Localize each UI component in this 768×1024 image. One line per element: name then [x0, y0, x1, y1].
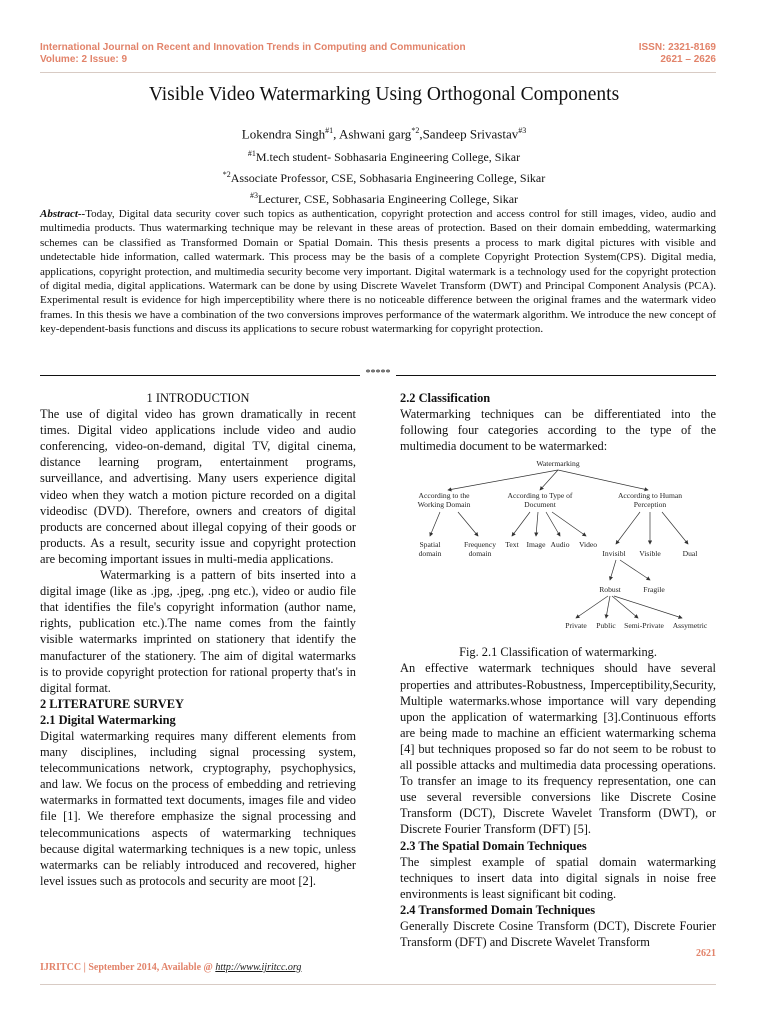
node-robust: Robust	[599, 585, 621, 595]
affiliation-1	[0, 145, 768, 166]
separator-left-rule	[40, 375, 360, 376]
page-footer	[40, 962, 301, 973]
abstract-label: Abstract--	[40, 208, 86, 220]
affiliation-2	[0, 166, 768, 187]
header-rule	[40, 72, 716, 73]
footer-text: IJRITCC | September 2014, Available @	[40, 962, 216, 973]
journal-header	[40, 42, 466, 66]
node-dual: Dual	[682, 549, 698, 559]
node-visible: Visible	[639, 549, 661, 559]
node-type-document-2: Document	[524, 500, 556, 510]
right-column	[400, 390, 716, 950]
affiliation-2-text: Associate Professor, CSE, Sobhasaria Engineering College, Sikar	[230, 171, 546, 186]
node-audio: Audio	[550, 540, 570, 550]
intro-paragraph-2: Watermarking is a pattern of bits inserted into a digital image (like as .jpg, .jpeg, .png etc.), video or audio file that identifies the file's copyright information (author name, rights, publication etc.).The name comes from the faintly visible watermarks imprinted on stationery that identify the manufacturer of the stationery. The aim of digital watermarks is to provide copyright protection for rational property that's in digital format.	[40, 568, 356, 695]
author-2-sup: *2	[411, 126, 420, 135]
node-working-domain-1: According to the	[418, 491, 470, 501]
affiliation-1-text: M.tech student- Sobhasaria Engineering College, Sikar	[255, 150, 521, 165]
node-frequency-1: Frequency	[463, 540, 497, 550]
affiliation-3-sup: #3	[249, 191, 258, 201]
journal-volume: Volume: 2 Issue: 9	[40, 54, 128, 65]
node-working-domain-2: Working Domain	[417, 500, 471, 510]
affiliation-3	[0, 187, 768, 208]
journal-issn-block	[639, 42, 716, 66]
node-type-document-1: According to Type of	[507, 491, 573, 501]
node-public: Public	[596, 621, 616, 631]
node-image: Image	[526, 540, 546, 550]
digital-watermarking-paragraph: Digital watermarking requires many different elements from many disciplines, including signal processing system, telecommunications network, cryptography, psychophysics, and law. We focus on the process of embedding and retrieving watermarks in formatted text documents, images file and video file [1]. We therefore emphasize the signal processing and telecommunications aspects of watermarking techniques because digital watermarking techniques is a new topic, unless watermarks can be reliably introduced and recovered, higher level issues such as protocols and security are moot [2].	[40, 728, 356, 888]
author-3-sup: #3	[518, 126, 527, 135]
node-private: Private	[565, 621, 587, 631]
author-1-sup: #1	[325, 126, 334, 135]
journal-issn: ISSN: 2321-8169	[638, 42, 716, 53]
transformed-domain-heading: 2.4 Transformed Domain Techniques	[400, 902, 596, 917]
separator-right-rule	[396, 375, 716, 376]
classification-figure	[400, 456, 716, 644]
classification-paragraph: Watermarking techniques can be differentiated into the following four categories according to the type of the multimedia document to be watermarked:	[400, 407, 716, 454]
paper-title: Visible Video Watermarking Using Orthogonal Components	[148, 84, 620, 105]
node-invisible: Invisibl	[602, 549, 626, 559]
abstract	[40, 207, 716, 337]
page-number: 2621	[696, 948, 716, 959]
node-spatial-2: domain	[418, 549, 442, 559]
node-human-perception-2: Perception	[633, 500, 667, 510]
spatial-domain-heading: 2.3 The Spatial Domain Techniques	[400, 838, 587, 853]
figure-caption: Fig. 2.1 Classification of watermarking.	[459, 645, 657, 660]
intro-heading: 1 INTRODUCTION	[146, 391, 250, 405]
transformed-domain-paragraph: Generally Discrete Cosine Transform (DCT), Discrete Fourier Transform (DFT) and Discrete Wavelet Transform	[400, 918, 716, 950]
journal-pages: 2621 – 2626	[660, 54, 716, 65]
separator-stars: *****	[365, 368, 391, 379]
spatial-domain-paragraph: The simplest example of spatial domain watermarking techniques to insert data into digital signals in noise free environments is least significant bit coding.	[400, 854, 716, 901]
classification-tree-diagram	[400, 456, 716, 644]
left-column	[40, 390, 356, 889]
abstract-text: Today, Digital data security cover such topics as authentication, copyright protection and access control for still images, video, audio and multimedia products. Thus watermarking technique may be relevant in these areas of protection. Based on their domain embedding, watermarking schemes can be classified as Transformed Domain or Spatial Domain. This thesis presents a process to mark digital pictures with visible and undetectable hide information, called watermark. This process may be the basis of a complete Copyright Protection System(CPS). Digital media, applications, copyright protection, and multimedia security become very important. Digital watermark is a technology used for the copyright protection of digital media, digital applications. Watermark can be done by using Discrete Wavelet Transform (DWT) and Principal Component Analysis (PCA). Experimental result is evidence for high imperceptibility where there is no noticeable difference between the original frames and the watermark video frames. In this thesis we have a combination of the two conversions improves performance of the watermark algorithm. We introduce the new concept of key-dependent-basis functions and discuss its applications to secure robust watermarking for copyright protection.	[40, 208, 716, 336]
node-video: Video	[578, 540, 598, 550]
node-frequency-2: domain	[468, 549, 492, 559]
node-text: Text	[505, 540, 519, 550]
author-3: Sandeep Srivastav	[422, 126, 519, 142]
journal-name: International Journal on Recent and Innovation Trends in Computing and Communication	[40, 42, 466, 53]
author-2: Ashwani garg	[338, 126, 412, 142]
journal-website-link[interactable]: http://www.ijritcc.org	[215, 962, 302, 973]
node-asymmetric: Assymetric	[672, 621, 708, 631]
node-semi-private: Semi-Private	[624, 621, 664, 631]
node-spatial-1: Spatial	[419, 540, 441, 550]
properties-paragraph: An effective watermark techniques should have several properties and attributes-Robustness, Imperceptibility,Security, Multiple watermarks.whose importance will vary depending upon the application of watermarking [3].Continuous efforts are being made to machine an efficient watermarking schema [4] but techniques proposed so far do not seem to be robust to all possible attacks and multimedia data processing operations. To transfer an image to its frequency representation, one can use several reversible conversions like Discrete Cosine Transform (DCT), Discrete Wavelet Transform (DWT), or Discrete Fourier Transform (DFT) [5].	[400, 661, 716, 837]
affiliation-1-sup: #1	[247, 149, 256, 159]
section-separator	[40, 369, 716, 381]
affiliation-2-sup: *2	[222, 170, 231, 180]
author-line: Lokendra Singh$^{\#1}$, Ashwani garg$^{*2}$,Sandeep Srivastav$^{\#3}$	[241, 126, 527, 142]
footer-rule	[40, 984, 716, 985]
literature-heading: 2 LITERATURE SURVEY	[40, 696, 184, 711]
node-watermarking: Watermarking	[536, 459, 580, 469]
intro-paragraph-1: The use of digital video has grown dramatically in recent times. Digital video applications include video and audio conferencing, video-on-demand, digital TV, digital cinema, distance learning program, entertainment programs, surveillance, and advertising. Many users experience digital video when they watch a motion picture recorded on a digital videodisc (DVD). Therefore, owners and creators of digital products are concerned about illegal copying of their goods or products. As a result, security issue and copyright protection are becoming important issues in multi-media applications.	[40, 407, 356, 566]
affiliation-3-text: Lecturer, CSE, Sobhasaria Engineering College, Sikar	[257, 192, 519, 207]
node-human-perception-1: According to Human	[617, 491, 683, 501]
node-fragile: Fragile	[643, 585, 665, 595]
classification-heading: 2.2 Classification	[400, 391, 491, 405]
author-1: Lokendra Singh	[241, 126, 326, 142]
author-block	[0, 122, 768, 208]
digital-watermarking-heading: 2.1 Digital Watermarking	[40, 712, 176, 727]
